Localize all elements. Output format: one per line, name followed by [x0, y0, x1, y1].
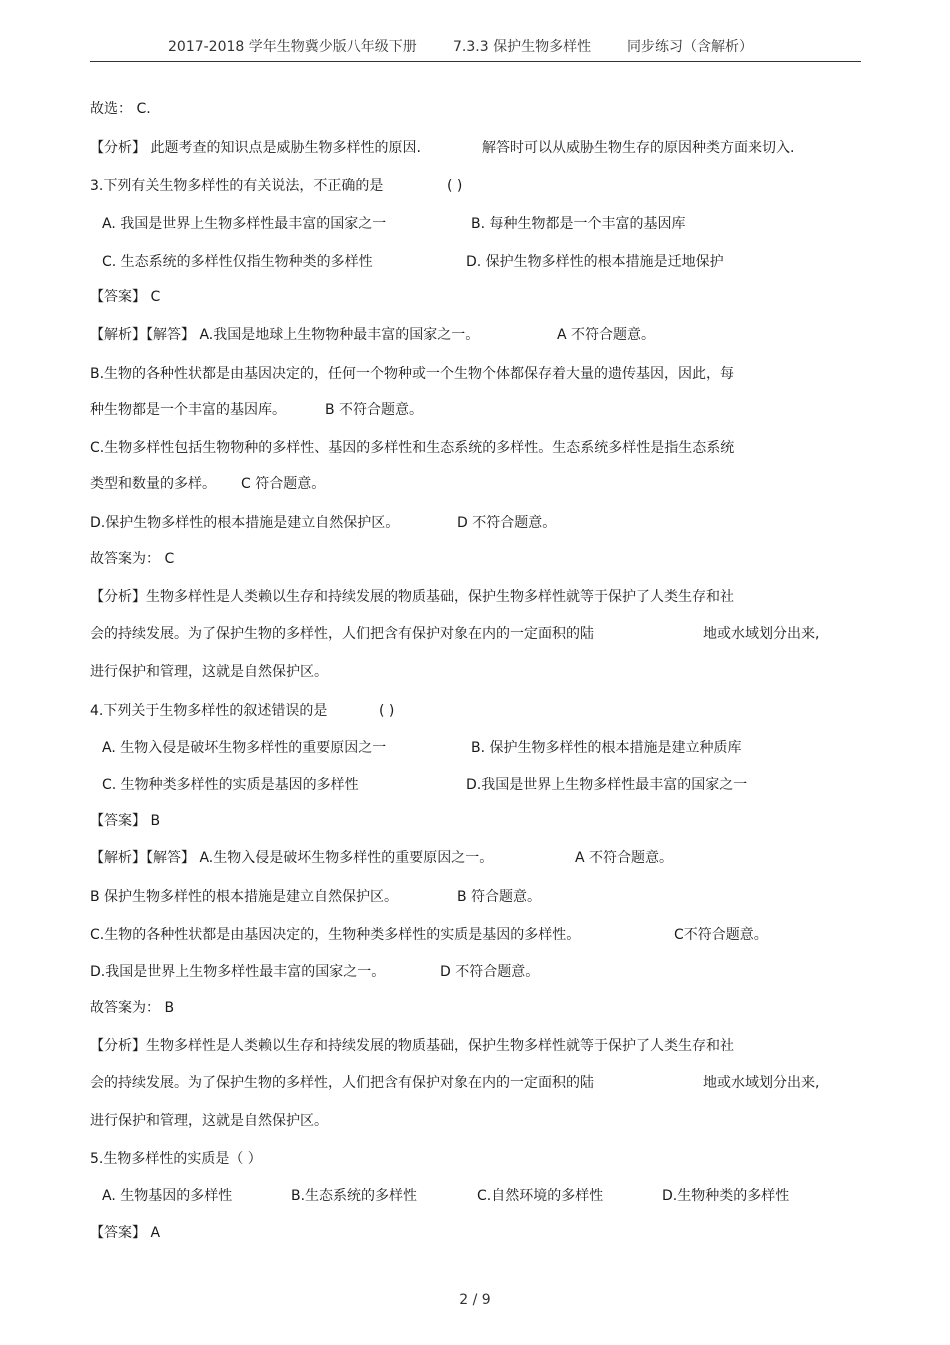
text-line: A. 生物基因的多样性	[102, 1188, 233, 1204]
text-line: 地或水域划分出来,	[703, 626, 820, 642]
text-line: 【分析】生物多样性是人类赖以生存和持续发展的物质基础，保护生物多样性就等于保护了人类生存和社	[90, 1038, 734, 1054]
text-line: D.我国是世界上生物多样性最丰富的国家之一。	[90, 964, 386, 980]
text-line: 会的持续发展。为了保护生物的多样性，人们把含有保护对象在内的一定面积的陆	[90, 1075, 594, 1091]
text-line: 5.生物多样性的实质是（ ）	[90, 1151, 262, 1167]
text-line: D.生物种类的多样性	[662, 1188, 790, 1204]
header-title: 2017-2018 学年生物冀少版八年级下册	[168, 39, 417, 55]
header-subtitle: 同步练习（含解析）	[627, 39, 753, 55]
text-line: 【解析】【解答】 A.我国是地球上生物物种最丰富的国家之一。	[90, 327, 480, 343]
text-line: D 不符合题意。	[457, 515, 557, 531]
text-line: C不符合题意。	[674, 927, 768, 943]
text-line: D.保护生物多样性的根本措施是建立自然保护区。	[90, 515, 400, 531]
text-line: D.我国是世界上生物多样性最丰富的国家之一	[466, 777, 748, 793]
text-line: B 不符合题意。	[325, 402, 424, 418]
text-line: 3.下列有关生物多样性的有关说法，不正确的是	[90, 178, 384, 194]
text-line: 进行保护和管理，这就是自然保护区。	[90, 664, 328, 680]
text-line: 【分析】生物多样性是人类赖以生存和持续发展的物质基础，保护生物多样性就等于保护了人类生存和社	[90, 589, 734, 605]
text-line: 故选： C.	[90, 101, 151, 117]
text-line: 【解析】【解答】 A.生物入侵是破坏生物多样性的重要原因之一。	[90, 850, 494, 866]
text-line: B.生态系统的多样性	[291, 1188, 418, 1204]
text-line: C.自然环境的多样性	[477, 1188, 604, 1204]
header-rule	[90, 61, 861, 62]
text-line: 4.下列关于生物多样性的叙述错误的是	[90, 703, 328, 719]
text-line: 进行保护和管理，这就是自然保护区。	[90, 1113, 328, 1129]
text-line: B. 保护生物多样性的根本措施是建立种质库	[471, 740, 742, 756]
text-line: C. 生态系统的多样性仅指生物种类的多样性	[102, 254, 373, 270]
text-line: 【分析】 此题考查的知识点是威胁生物多样性的原因.	[90, 140, 421, 156]
text-line: B 保护生物多样性的根本措施是建立自然保护区。	[90, 889, 399, 905]
text-line: D. 保护生物多样性的根本措施是迁地保护	[466, 254, 724, 270]
page-header	[90, 36, 860, 56]
text-line: B.生物的各种性状都是由基因决定的，任何一个物种或一个生物个体都保存着大量的遗传基因，因此，每	[90, 366, 735, 382]
text-line: C.生物多样性包括生物物种的多样性、基因的多样性和生态系统的多样性。生态系统多样性是指生态系统	[90, 440, 735, 456]
text-line: C.生物的各种性状都是由基因决定的，生物种类多样性的实质是基因的多样性。	[90, 927, 581, 943]
text-line: B. 每种生物都是一个丰富的基因库	[471, 216, 686, 232]
text-line: 【答案】 C	[90, 289, 161, 305]
text-line: 地或水域划分出来,	[703, 1075, 820, 1091]
text-line: 故答案为： B	[90, 1000, 175, 1016]
header-section: 7.3.3 保护生物多样性	[453, 39, 592, 55]
text-line: A. 生物入侵是破坏生物多样性的重要原因之一	[102, 740, 387, 756]
text-line: 种生物都是一个丰富的基因库。	[90, 402, 286, 418]
text-line: ( )	[379, 703, 395, 719]
text-line: 【答案】 A	[90, 1225, 161, 1241]
text-line: B 符合题意。	[457, 889, 542, 905]
page-number: 2 / 9	[459, 1292, 491, 1308]
text-line: A 不符合题意。	[557, 327, 656, 343]
text-line: ( )	[447, 178, 463, 194]
text-line: 解答时可以从威胁生物生存的原因种类方面来切入.	[482, 140, 795, 156]
text-line: 故答案为： C	[90, 551, 175, 567]
text-line: C. 生物种类多样性的实质是基因的多样性	[102, 777, 359, 793]
text-line: A. 我国是世界上生物多样性最丰富的国家之一	[102, 216, 387, 232]
text-line: 会的持续发展。为了保护生物的多样性，人们把含有保护对象在内的一定面积的陆	[90, 626, 594, 642]
text-line: C 符合题意。	[241, 476, 326, 492]
text-line: D 不符合题意。	[440, 964, 540, 980]
text-line: 类型和数量的多样。	[90, 476, 216, 492]
text-line: A 不符合题意。	[575, 850, 674, 866]
text-line: 【答案】 B	[90, 813, 161, 829]
